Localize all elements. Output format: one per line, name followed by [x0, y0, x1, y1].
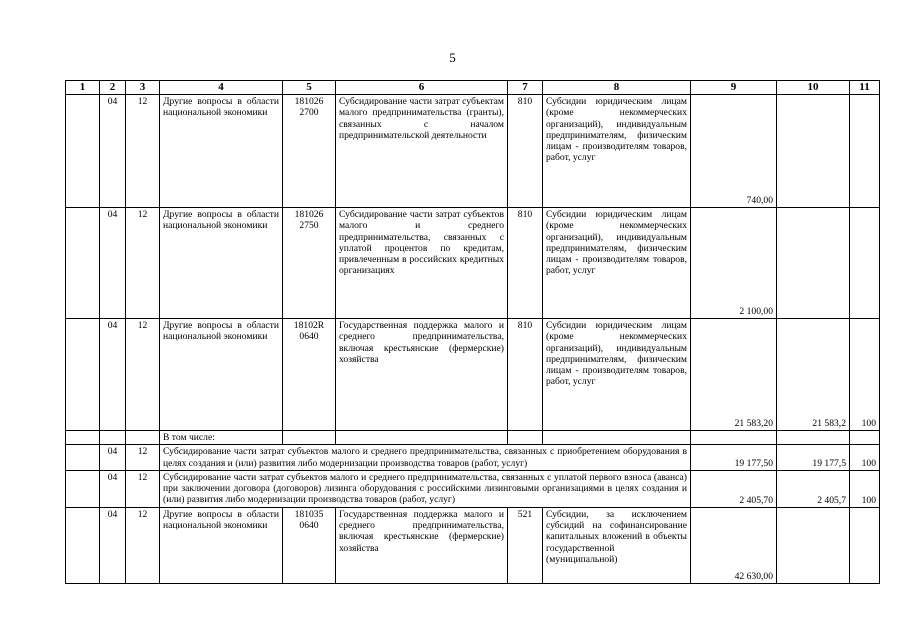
cell-section-name: Другие вопросы в области национальной экономики — [160, 208, 283, 319]
empty-cell — [508, 431, 543, 445]
cell-percent: 100 — [850, 319, 880, 431]
empty-cell — [543, 431, 691, 445]
cell-planned-amount: 2 100,00 — [691, 208, 777, 319]
cell-actual-amount — [777, 208, 850, 319]
cell-section: 04 — [100, 445, 126, 471]
cell-actual-amount — [777, 95, 850, 208]
cell-target-code: 181035 0640 — [283, 507, 336, 583]
empty-cell — [691, 431, 777, 445]
cell-planned-amount: 42 630,00 — [691, 507, 777, 583]
cell-section-name: Другие вопросы в области национальной экономики — [160, 507, 283, 583]
page-number: 5 — [449, 50, 456, 65]
cell-actual-amount: 2 405,7 — [777, 470, 850, 507]
col-header: 8 — [543, 81, 691, 95]
cell-target-code: 181026 2700 — [283, 95, 336, 208]
col-header: 2 — [100, 81, 126, 95]
empty-cell — [126, 431, 160, 445]
col-header: 9 — [691, 81, 777, 95]
cell-target-name: Государственная поддержка малого и среднего предпринимательства, включая крестьянские (фермерские) хозяйства — [336, 319, 508, 431]
empty-cell — [336, 431, 508, 445]
cell-subsection: 12 — [126, 208, 160, 319]
cell-percent: 100 — [850, 445, 880, 471]
cell-expense-type: 521 — [508, 507, 543, 583]
cell-target-name: Субсидирование части затрат субъектов малого и среднего предпринимательства, связанных с уплатой процентов по кредитам, привлеченным в российских кредитных организациях — [336, 208, 508, 319]
header-row — [66, 81, 880, 95]
cell-actual-amount: 21 583,2 — [777, 319, 850, 431]
cell-subsection: 12 — [126, 95, 160, 208]
cell-expense-name: Субсидии юридическим лицам (кроме некоммерческих организаций), индивидуальным предпринимателям, физическим лицам - производителям товаров, работ, услуг — [543, 208, 691, 319]
cell-target-code: 18102R 0640 — [283, 319, 336, 431]
cell-planned-amount: 740,00 — [691, 95, 777, 208]
empty-cell — [850, 431, 880, 445]
cell-section: 04 — [100, 95, 126, 208]
empty-cell — [66, 431, 100, 445]
cell-target-code: 181026 2750 — [283, 208, 336, 319]
cell-section-name: Другие вопросы в области национальной экономики — [160, 95, 283, 208]
cell-planned-amount: 21 583,20 — [691, 319, 777, 431]
empty-cell — [100, 431, 126, 445]
cell-subsection: 12 — [126, 445, 160, 471]
budget-table — [65, 80, 880, 584]
in-that-number-label: В том числе: — [160, 431, 283, 445]
cell-subsection: 12 — [126, 319, 160, 431]
col-header: 4 — [160, 81, 283, 95]
col-header: 10 — [777, 81, 850, 95]
cell-section: 04 — [100, 470, 126, 507]
cell-expense-name: Субсидии юридическим лицам (кроме некоммерческих организаций), индивидуальным предпринимателям, физическим лицам - производителям товаров, работ, услуг — [543, 319, 691, 431]
cell-expense-name: Субсидии, за исключением субсидий на софинансирование капитальных вложений в объекты государственной (муниципальной) — [543, 507, 691, 583]
cell-expense-type: 810 — [508, 208, 543, 319]
cell-planned-amount: 19 177,50 — [691, 445, 777, 471]
col-header: 7 — [508, 81, 543, 95]
cell-section: 04 — [100, 319, 126, 431]
col-header: 1 — [66, 81, 100, 95]
col-header: 6 — [336, 81, 508, 95]
empty-cell — [66, 95, 100, 208]
cell-expense-name: Субсидии юридическим лицам (кроме некоммерческих организаций), индивидуальным предпринимателям, физическим лицам - производителям товаров, работ, услуг — [543, 95, 691, 208]
cell-subsection: 12 — [126, 507, 160, 583]
cell-subsidy-description: Субсидирование части затрат субъектов малого и среднего предпринимательства, связанных с уплатой первого взноса (аванса) при заключении договора (договоров) лизинга оборудования с российскими лизинговыми организациями в целях создания и (или) развития либо модернизации производства товаров (работ, услуг) — [160, 470, 691, 507]
cell-expense-type: 810 — [508, 319, 543, 431]
table-row-in-that-number — [66, 431, 880, 445]
cell-percent — [850, 507, 880, 583]
cell-section-name: Другие вопросы в области национальной экономики — [160, 319, 283, 431]
cell-subsection: 12 — [126, 470, 160, 507]
empty-cell — [66, 445, 100, 471]
cell-section: 04 — [100, 507, 126, 583]
cell-percent — [850, 208, 880, 319]
cell-actual-amount: 19 177,5 — [777, 445, 850, 471]
col-header: 5 — [283, 81, 336, 95]
table-row — [66, 445, 880, 471]
empty-cell — [66, 470, 100, 507]
empty-cell — [66, 319, 100, 431]
table-row — [66, 319, 880, 431]
cell-percent — [850, 95, 880, 208]
table-row — [66, 507, 880, 583]
cell-target-name: Государственная поддержка малого и среднего предпринимательства, включая крестьянские (фермерские) хозяйства — [336, 507, 508, 583]
cell-actual-amount — [777, 507, 850, 583]
table-row — [66, 95, 880, 208]
table-row — [66, 470, 880, 507]
cell-section: 04 — [100, 208, 126, 319]
cell-expense-type: 810 — [508, 95, 543, 208]
empty-cell — [777, 431, 850, 445]
col-header: 3 — [126, 81, 160, 95]
cell-percent: 100 — [850, 470, 880, 507]
cell-target-name: Субсидирование части затрат субъектам малого предпринимательства (гранты), связанных с началом предпринимательской деятельности — [336, 95, 508, 208]
empty-cell — [283, 431, 336, 445]
table-row — [66, 208, 880, 319]
empty-cell — [66, 208, 100, 319]
col-header: 11 — [850, 81, 880, 95]
empty-cell — [66, 507, 100, 583]
cell-planned-amount: 2 405,70 — [691, 470, 777, 507]
cell-subsidy-description: Субсидирование части затрат субъектов малого и среднего предпринимательства, связанных с приобретением оборудования в целях создания и (или) развития либо модернизации производства товаров (работ, услуг) — [160, 445, 691, 471]
